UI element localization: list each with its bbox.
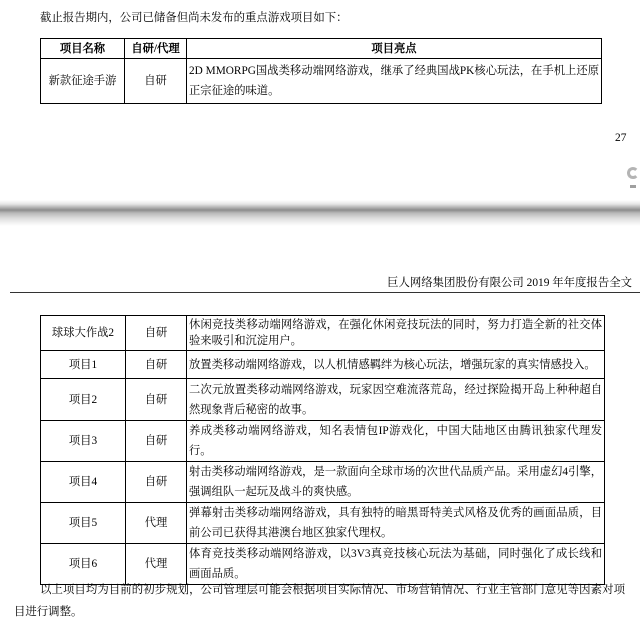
project-name-cell: 项目1	[41, 351, 126, 379]
dev-type-cell: 代理	[126, 503, 187, 544]
reserved-games-table-continued	[40, 315, 605, 585]
highlight-cell: 体育竞技类移动端网络游戏，以3V3真竞技核心玩法为基础，同时强化了成长线和画面品质。	[187, 544, 605, 585]
intro-text: 截止报告期内，公司已储备但尚未发布的重点游戏项目如下：	[40, 12, 348, 24]
dev-type-cell: 自研	[126, 421, 187, 462]
project-name-cell: 球球大作战2	[41, 316, 126, 351]
table-row	[41, 316, 605, 351]
page-break-shadow	[0, 200, 640, 226]
table-row	[41, 379, 605, 421]
footnote-text: 以上项目均为目前的初步规划，公司管理层可能会根据项目实际情况、市场营销情况、行业主管部门意见等因素对项目进行调整。	[14, 584, 625, 618]
table-header-row	[41, 39, 602, 59]
page-number: 27	[615, 132, 627, 144]
project-name-cell: 项目3	[41, 421, 126, 462]
header-rule	[10, 292, 640, 293]
project-name-cell: 项目5	[41, 503, 126, 544]
highlight-cell: 休闲竞技类移动端网络游戏，在强化休闲竞技玩法的同时，努力打造全新的社交体验来吸引和沉淀用户。	[187, 316, 605, 351]
table-row	[41, 503, 605, 544]
watermark-fragment-dash	[630, 185, 636, 188]
dev-type-cell: 自研	[125, 59, 187, 104]
dev-type-cell: 代理	[126, 544, 187, 585]
running-header: 巨人网络集团股份有限公司 2019 年年度报告全文	[387, 277, 632, 289]
table-row	[41, 421, 605, 462]
dev-type-cell: 自研	[126, 462, 187, 503]
header-dev-type: 自研/代理	[125, 39, 187, 59]
highlight-cell: 射击类移动端网络游戏，是一款面向全球市场的次世代品质产品。采用虚幻4引擎，强调组队一起玩及战斗的爽快感。	[187, 462, 605, 503]
table-row	[41, 351, 605, 379]
header-highlights: 项目亮点	[187, 39, 602, 59]
project-name-cell: 项目6	[41, 544, 126, 585]
watermark-fragment-icon	[627, 167, 639, 179]
project-name-cell: 新款征途手游	[41, 59, 125, 104]
project-name-cell: 项目4	[41, 462, 126, 503]
project-name-cell: 项目2	[41, 379, 126, 421]
highlight-cell: 2D MMORPG国战类移动端网络游戏，继承了经典国战PK核心玩法，在手机上还原正宗征途的味道。	[187, 59, 602, 104]
dev-type-cell: 自研	[126, 379, 187, 421]
header-project-name: 项目名称	[41, 39, 125, 59]
table-row	[41, 59, 602, 104]
reserved-games-table	[40, 38, 602, 104]
highlight-cell: 二次元放置类移动端网络游戏，玩家因空难流落荒岛，经过探险揭开岛上种种超自然现象背后秘密的故事。	[187, 379, 605, 421]
dev-type-cell: 自研	[126, 316, 187, 351]
dev-type-cell: 自研	[126, 351, 187, 379]
highlight-cell: 弹幕射击类移动端网络游戏，具有独特的暗黑哥特美式风格及优秀的画面品质，目前公司已获得其港澳台地区独家代理权。	[187, 503, 605, 544]
highlight-cell: 放置类移动端网络游戏，以人机情感羁绊为核心玩法，增强玩家的真实情感投入。	[187, 351, 605, 379]
table-row	[41, 462, 605, 503]
highlight-cell: 养成类移动端网络游戏，知名表情包IP游戏化，中国大陆地区由腾讯独家代理发行。	[187, 421, 605, 462]
